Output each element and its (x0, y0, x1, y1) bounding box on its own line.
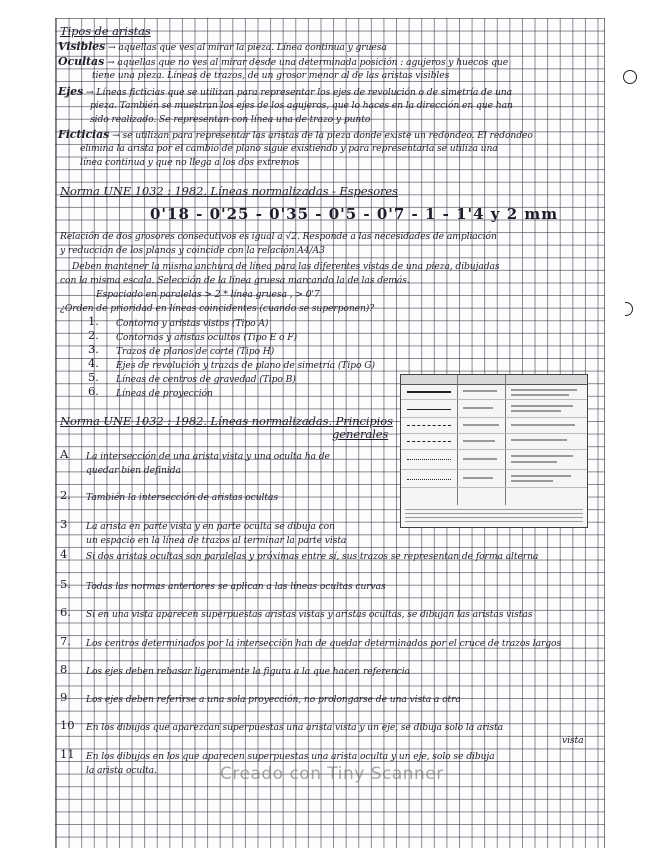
section-title: Norma UNE 1032 : 1982. Líneas normalizadas. Principios (60, 414, 393, 428)
rule-number: 9 (60, 690, 68, 704)
rule-text: Todas las normas anteriores se aplican a las líneas ocultas curvas (86, 581, 386, 592)
section-title: Norma UNE 1032 : 1982. Líneas normalizadas - Espesores (60, 184, 398, 198)
text-line: Visibles → aquellas que ves al mirar la pieza. Línea continua y gruesa (58, 40, 387, 53)
list-number: 3. (88, 342, 99, 356)
rule-number: A (60, 447, 69, 461)
text-line: tiene una pieza. Líneas de trazos, de un grosor menor al de las aristas visibles (92, 70, 450, 81)
rule-text: La intersección de una arista vista y una oculta ha de (86, 451, 330, 462)
rule-text: En los dibujos en los que aparecen superpuestas una arista oculta y un eje, solo se dibuja (86, 751, 495, 762)
rule-text: un espacio en la línea de trazos al terminar la parte vista (86, 535, 347, 546)
rule-text: Los ejes deben rebasar ligeramente la figura a la que hacen referencia (86, 666, 410, 677)
line-types-table-image (400, 374, 588, 528)
rule-text: La arista en parte vista y en parte oculta se dibuja con (86, 521, 335, 532)
rule-text: Si en una vista aparecen superpuestas aristas vistas y aristas ocultas, se dibujan las aristas vistas (86, 609, 533, 620)
list-item: Líneas de proyección (116, 388, 213, 399)
text-line: Ficticias → se utilizan para representar las aristas de la pieza donde existe un redondeo. El redondeo (58, 128, 533, 141)
rule-text: la arista oculta. (86, 765, 157, 776)
rule-number: 11 (60, 747, 75, 761)
text-line: Espaciado en paralelas > 2 * línea gruesa , > 0'7 (96, 289, 320, 300)
list-number: 2. (88, 328, 99, 342)
list-number: 4. (88, 356, 99, 370)
list-number: 5. (88, 370, 99, 384)
list-item: Contornos y aristas ocultos (Tipo E o F) (116, 332, 298, 343)
rule-number: 6. (60, 605, 71, 619)
rule-text: En los dibujos que aparezcan superpuestas una arista vista y un eje, se dibuja solo la arista (86, 722, 504, 733)
text-line: elimina la arista por el cambio de plano sigue existiendo y para representarla se utiliza una (80, 143, 498, 154)
text-line: con la misma escala. Selección de la línea gruesa marcando la de las demás. (60, 275, 410, 286)
rule-number: 4 (60, 547, 68, 561)
rule-text: quedar bien definida (86, 465, 181, 476)
text-line: ¿Orden de prioridad en líneas coincidentes (cuando se superponen)? (60, 303, 375, 314)
binder-hole (625, 302, 633, 316)
rule-number: 8 (60, 662, 68, 676)
list-item: Contorno y aristas vistos (Tipo A) (116, 318, 269, 329)
rule-text: También la intersección de aristas ocultas (86, 492, 278, 503)
thickness-series: 0'18 - 0'25 - 0'35 - 0'5 - 0'7 - 1 - 1'4 y 2 mm (150, 205, 559, 223)
list-number: 6. (88, 384, 99, 398)
rule-number: 10 (60, 718, 75, 732)
text-line: Ocultas → aquellas que no ves al mirar desde una determinada posición : agujeros y huecos que (58, 55, 509, 68)
rule-text: Los ejes deben referirse a una sola proyección, no prolongarse de una vista a otra (86, 694, 461, 705)
rule-text: Los centros determinados por la intersección han de quedar determinados por el cruce de trazos largos (86, 638, 562, 649)
scanner-watermark: Creado con Tiny Scanner (220, 764, 444, 784)
text-line: Relación de dos grosores consecutivos es igual a √2. Responde a las necesidades de ampliación (60, 231, 497, 242)
rule-text: Si dos aristas ocultas son paralelas y próximas entre sí, sus trazos se representan de forma alterna (86, 551, 539, 562)
section-title-continued: generales (332, 427, 389, 441)
text-line: sido realizado. Se representan con línea una de trazo y punto (90, 114, 371, 125)
binder-hole (623, 70, 637, 84)
rule-number: 7. (60, 634, 71, 648)
list-item: Líneas de centros de gravedad (Tipo B) (116, 374, 296, 385)
rule-number: 2. (60, 488, 71, 502)
text-line: línea continua y que no llega a los dos extremos (80, 157, 300, 168)
list-item: Ejes de revolución y trazas de plano de simetría (Tipo G) (116, 360, 375, 371)
text-line: Deben mantener la misma anchura de línea para las diferentes vistas de una pieza, dibujadas (72, 261, 500, 272)
section-title: Tipos de aristas (60, 24, 151, 38)
list-number: 1. (88, 314, 99, 328)
rule-number: 3 (60, 517, 68, 531)
text-line: pieza. También se muestran los ejes de los agujeros, que lo haces en la dirección en que han (90, 100, 513, 111)
list-item: Trazos de planos de corte (Tipo H) (116, 346, 275, 357)
text-line: y reducción de los planos y coincide con la relación A4/A3 (60, 245, 325, 256)
rule-number: 5. (60, 577, 71, 591)
rule-text: vista (562, 735, 584, 746)
text-line: Ejes → Líneas ficticias que se utilizan para representar los ejes de revolución o de simetría de una (58, 85, 512, 98)
